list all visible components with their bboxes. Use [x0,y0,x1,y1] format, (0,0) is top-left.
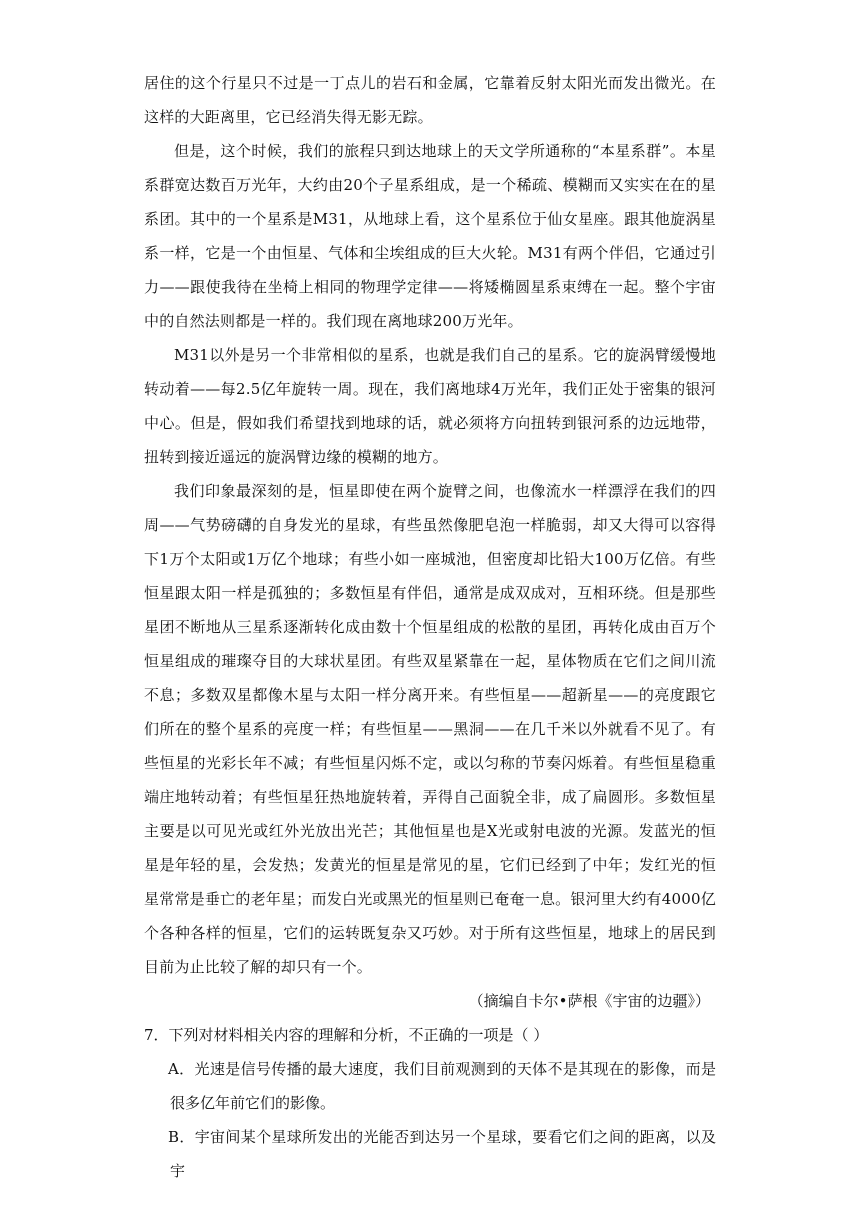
article-paragraph-local-group: 但是，这个时候，我们的旅程只到达地球上的天文学所通称的“本星系群”。本星系群宽达数百万光年，大约由20个子星系组成，是一个稀疏、模糊而又实实在在的星系团。其中的一个星系是M31，从地球上看，这个星系位于仙女星座。跟其他旋涡星系一样，它是一个由恒星、气体和尘埃组成的巨大火轮。M31有两个伴侣，它通过引力——跟使我待在坐椅上相同的物理学定律——将矮椭圆星系束缚在一起。整个宇宙中的自然法则都是一样的。我们现在离地球200万光年。 [144,142,716,330]
question-7 [144,1018,716,1188]
article-body [144,66,716,1018]
question-option-b: B．宇宙间某个星球所发出的光能否到达另一个星球，要看它们之间的距离，以及宇 [168,1128,716,1180]
article-source: （摘编自卡尔•萨根《宇宙的边疆》） [468,992,710,1010]
question-stem: 7．下列对材料相关内容的理解和分析，不正确的一项是（ ） [144,1026,549,1044]
article-paragraph-continued: 居住的这个行星只不过是一丁点儿的岩石和金属，它靠着反射太阳光而发出微光。在这样的大距离里，它已经消失得无影无踪。 [144,74,716,126]
question-option-a: A．光速是信号传播的最大速度，我们目前观测到的天体不是其现在的影像，而是很多亿年前它们的影像。 [168,1060,716,1112]
article-paragraph-stars: 我们印象最深刻的是，恒星即使在两个旋臂之间，也像流水一样漂浮在我们的四周——气势磅礴的自身发光的星球，有些虽然像肥皂泡一样脆弱，却又大得可以容得下1万个太阳或1万亿个地球；有些小如一座城池，但密度却比铅大100万亿倍。有些恒星跟太阳一样是孤独的；多数恒星有伴侣，通常是成双成对，互相环绕。但是那些星团不断地从三星系逐渐转化成由数十个恒星组成的松散的星团，再转化成由百万个恒星组成的璀璨夺目的大球状星团。有些双星紧靠在一起，星体物质在它们之间川流不息；多数双星都像木星与太阳一样分离开来。有些恒星——超新星——的亮度跟它们所在的整个星系的亮度一样；有些恒星——黑洞——在几千米以外就看不见了。有些恒星的光彩长年不减；有些恒星闪烁不定，或以匀称的节奏闪烁着。有些恒星稳重端庄地转动着；有些恒星狂热地旋转着，弄得自己面貌全非，成了扁圆形。多数恒星主要是以可见光或红外光放出光芒；其他恒星也是X光或射电波的光源。发蓝光的恒星是年轻的星，会发热；发黄光的恒星是常见的星，它们已经到了中年；发红光的恒星常常是垂亡的老年星；而发白光或黑光的恒星则已奄奄一息。银河里大约有4000亿个各种各样的恒星，它们的运转既复杂又巧妙。对于所有这些恒星，地球上的居民到目前为止比较了解的却只有一个。 [144,482,716,976]
article-paragraph-milky-way: M31以外是另一个非常相似的星系，也就是我们自己的星系。它的旋涡臂缓慢地转动着——每2.5亿年旋转一周。现在，我们离地球4万光年，我们正处于密集的银河中心。但是，假如我们希望找到地球的话，就必须将方向扭转到银河系的边远地带，扭转到接近遥远的旋涡臂边缘的模糊的地方。 [144,346,716,466]
